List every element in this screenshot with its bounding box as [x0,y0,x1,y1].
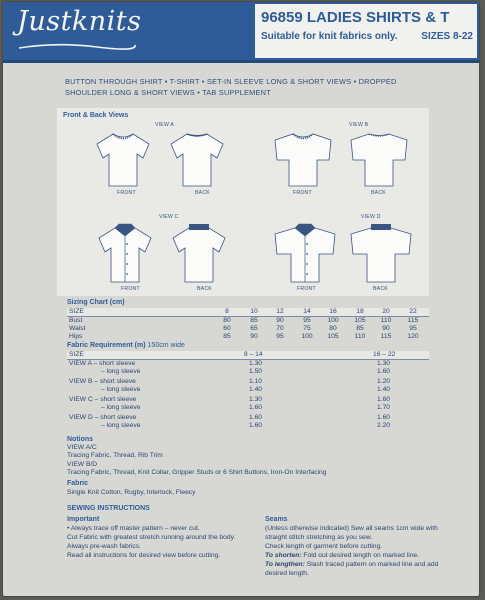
notions-view-ac: VIEW A/C [67,444,97,451]
fabric-row-label: VIEW C – short sleeve [69,396,137,403]
sizing-cell: 110 [354,333,366,340]
seams-lengthen-cont: desired length. [265,570,309,577]
seams-line-2: straight stitch stretching as you sew. [265,534,373,541]
fabric-row-value: 1.20 [377,378,391,385]
view-a-back-label: BACK [195,190,210,196]
sizing-cell: 115 [380,333,392,340]
sewing-line-1: • Always trace off master pattern – never cut. [67,525,200,532]
view-d-label: VIEW D [361,214,381,220]
sizing-size-header: 16 [329,308,337,315]
view-a-front-tshirt-icon [93,130,153,188]
sizing-size-header: 22 [409,308,417,315]
sizing-chart-title: Sizing Chart (cm) [67,299,125,306]
sizing-cell: 95 [303,317,311,324]
fabric-row-value: 1.60 [249,404,263,411]
fabric-row-value: 1.60 [377,396,391,403]
fabric-row-value: 1.50 [249,368,263,375]
view-a-label: VIEW A [155,122,175,128]
sizing-size-header: 12 [276,308,284,315]
fabric-row-value: 1.40 [377,386,391,393]
view-c-back-shirt-icon [167,222,231,284]
sizing-cell: 120 [407,333,419,340]
view-c-back-label: BACK [197,286,212,292]
view-c-front-label: FRONT [121,286,140,292]
view-d-front-shirt-icon [271,222,339,284]
brand-logo: Justknits [17,6,142,37]
sizing-cell: 95 [409,325,417,332]
view-c-front-shirt-icon [93,222,157,284]
fabric-title: Fabric [67,480,89,487]
view-b-front-label: FRONT [293,190,312,196]
fabric-row-value: 1.60 [377,368,391,375]
seams-line-3: Check length of garment before cutting. [265,543,383,550]
view-a-back-tshirt-icon [167,130,227,188]
views-panel [57,108,429,296]
sizing-divider [67,316,429,317]
sizing-cell: 70 [276,325,284,332]
seams-lengthen: To lengthen: Slash traced pattern on marked line and add [265,561,439,568]
fabric-row-value: 1.60 [249,422,263,429]
view-c-label: VIEW C [159,214,179,220]
fabric-req-title: Fabric Requirement (m) 150cm wide [67,342,185,349]
sizing-cell: 105 [327,333,339,340]
sizing-cell: 65 [250,325,258,332]
sizing-cell: 95 [276,333,284,340]
sizing-cell: 80 [223,317,231,324]
fabric-row-value: 1.40 [249,386,263,393]
sizing-cell: 85 [250,317,258,324]
view-b-back-label: BACK [371,190,386,196]
seams-line-1: (Unless otherwise indicated) Sew all seams 1cm wide with [265,525,438,532]
fabric-col1-label: 8 – 14 [244,351,263,358]
views-title: Front & Back Views [63,112,129,119]
fabric-row-label: – long sleeve [101,422,141,429]
fabric-row-label: VIEW A – short sleeve [69,360,136,367]
fabric-suitability: Suitable for knit fabrics only. [261,31,398,42]
pattern-envelope-back [3,2,479,596]
important-title: Important [67,516,100,523]
notions-view-bd: VIEW B/D [67,461,98,468]
view-d-back-shirt-icon [347,222,415,284]
sizing-cell: 90 [250,333,258,340]
view-d-front-label: FRONT [297,286,316,292]
fabric-row-label: VIEW B – short sleeve [69,378,136,385]
fabric-row-label: VIEW D – short sleeve [69,414,137,421]
seams-shorten: To shorten: Fold out desired length on marked line. [265,552,420,559]
sizing-cell: 80 [329,325,337,332]
sizing-size-header: 8 [225,308,229,315]
fabric-row-value: 1.30 [377,360,391,367]
view-d-back-label: BACK [373,286,388,292]
fabric-row-value: 2.20 [377,422,391,429]
fabric-row-value: 1.30 [249,360,263,367]
fabric-row-label: – long sleeve [101,386,141,393]
notions-title: Notions [67,436,94,443]
sizing-row-label: Hips [69,333,83,340]
sewing-line-3: Always pre-wash fabrics. [67,543,141,550]
sizing-cell: 85 [356,325,364,332]
sewing-title: SEWING INSTRUCTIONS [67,505,150,512]
style-description: BUTTON THROUGH SHIRT • T-SHIRT • SET-IN SLEEVE LONG & SHORT VIEWS • DROPPED SHOULDER LONG & SHORT VIEWS • TAB SUPPLEMENT [65,77,397,97]
fabric-row-label: – long sleeve [101,404,141,411]
view-a-front-label: FRONT [117,190,136,196]
sizing-cell: 85 [223,333,231,340]
sewing-line-4: Read all instructions for desired view before cutting. [67,552,221,559]
sizing-size-header: 20 [382,308,390,315]
notions-bd-text: Tracing Fabric, Thread, Knit Collar, Gripper Studs or 6 Shirt Buttons, Iron-On Interfacing [67,469,327,476]
title-panel [255,4,477,58]
view-b-front-tshirt-icon [271,130,335,188]
view-b-back-tshirt-icon [347,130,411,188]
sizing-cell: 90 [382,325,390,332]
notions-ac-text: Tracing Fabric, Thread, Rib Trim [67,452,163,459]
sizing-size-header: 14 [303,308,311,315]
header-bar [3,2,479,63]
sizing-cell: 115 [407,317,419,324]
size-range: SIZES 8-22 [421,31,473,42]
brand-swash-icon [17,42,137,52]
view-b-label: VIEW B [349,122,369,128]
sizing-cell: 105 [354,317,366,324]
sizing-cell: 110 [380,317,392,324]
fabric-row-value: 1.10 [249,378,263,385]
fabric-size-label: SIZE [69,351,84,358]
sizing-cell: 75 [303,325,311,332]
fabric-row-value: 1.60 [377,414,391,421]
pattern-title: 96859 LADIES SHIRTS & T [261,9,450,26]
sizing-cell: 90 [276,317,284,324]
sizing-size-header: 10 [250,308,258,315]
seams-title: Seams [265,516,288,523]
sizing-cell: 100 [301,333,313,340]
fabric-text: Single Knit Cotton, Rugby, Interlock, Fleecy [67,489,196,496]
sizing-cell: 60 [223,325,231,332]
fabric-row-value: 1.30 [249,396,263,403]
fabric-row-value: 1.60 [249,414,263,421]
sizing-size-header: 18 [356,308,364,315]
sewing-line-2: Cut Fabric with greatest stretch running around the body. [67,534,236,541]
fabric-row-value: 1.70 [377,404,391,411]
sizing-size-label: SIZE [69,308,84,315]
sizing-row-label: Waist [69,325,86,332]
sizing-row-label: Bust [69,317,83,324]
fabric-row-label: – long sleeve [101,368,141,375]
fabric-col2-label: 16 – 22 [373,351,396,358]
sizing-cell: 100 [327,317,339,324]
